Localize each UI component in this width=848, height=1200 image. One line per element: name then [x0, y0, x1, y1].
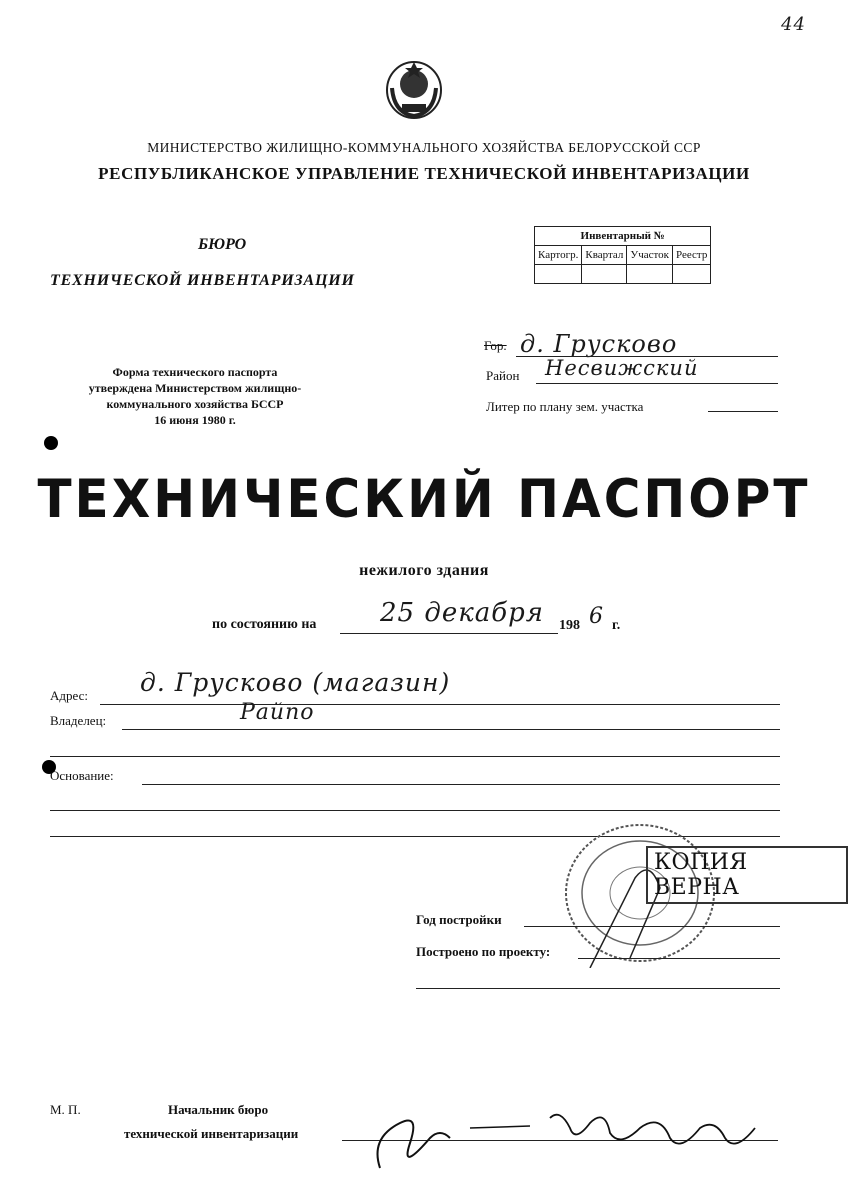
year-built-field[interactable] — [524, 926, 780, 927]
district-label: Район — [486, 368, 520, 383]
form-note-line: 16 июня 1980 г. — [154, 413, 236, 427]
inventory-cell[interactable] — [535, 265, 582, 284]
project-field[interactable] — [578, 958, 780, 959]
copy-certified-stamp: КОПИЯ ВЕРНА — [646, 846, 848, 904]
year-built-label: Год постройки — [416, 912, 502, 927]
litera-label: Литер по плану зем. участка — [486, 399, 644, 414]
basis-label: Основание: — [50, 768, 114, 783]
owner-value[interactable]: Райпо — [240, 700, 315, 725]
project-label: Построено по проекту: — [416, 944, 551, 959]
address-underline — [100, 704, 780, 705]
basis-extra-line — [50, 810, 780, 811]
inventory-column-header: Картогр. — [535, 246, 582, 265]
inventory-column-header: Реестр — [673, 246, 711, 265]
head-of-bureau-label-line2: технической инвентаризации — [124, 1126, 299, 1141]
form-note-line: Форма технического паспорта — [112, 365, 278, 379]
form-approval-note — [50, 364, 340, 428]
owner-label: Владелец: — [50, 713, 107, 728]
state-date-underline — [340, 633, 558, 634]
state-date-label: по состоянию на — [212, 617, 317, 632]
directorate-heading: РЕСПУБЛИКАНСКОЕ УПРАВЛЕНИЕ ТЕХНИЧЕСКОЙ ИНВЕНТАРИЗАЦИИ — [98, 164, 750, 183]
owner-extra-line — [50, 756, 780, 757]
owner-underline — [122, 729, 780, 730]
inventory-column-header: Участок — [627, 246, 673, 265]
bureau-heading-line2: ТЕХНИЧЕСКОЙ ИНВЕНТАРИЗАЦИИ — [50, 272, 355, 289]
district-value[interactable]: Несвижский — [545, 356, 699, 380]
form-note-line: утверждена Министерством жилищно- — [88, 381, 302, 395]
bureau-heading-line1: БЮРО — [198, 236, 247, 253]
city-value[interactable]: д. Грусково — [520, 330, 678, 358]
city-label: Гор. — [484, 338, 507, 353]
ministry-heading: МИНИСТЕРСТВО ЖИЛИЩНО-КОММУНАЛЬНОГО ХОЗЯЙСТВА БЕЛОРУССКОЙ ССР — [147, 140, 701, 155]
inventory-number-table — [534, 226, 711, 284]
inventory-table-title: Инвентарный № — [535, 227, 711, 246]
state-year-digit[interactable]: 6 — [589, 604, 604, 629]
inventory-column-header: Квартал — [582, 246, 627, 265]
district-underline — [536, 383, 778, 384]
state-emblem-icon — [384, 58, 444, 120]
project-extra-line — [416, 988, 780, 989]
inventory-cell[interactable] — [582, 265, 627, 284]
inventory-cell[interactable] — [627, 265, 673, 284]
state-date-value[interactable]: 25 декабря — [380, 598, 544, 628]
page-number: 44 — [781, 14, 806, 35]
document-title: ТЕХНИЧЕСКИЙ ПАСПОРТ — [37, 468, 811, 530]
document-subtitle: нежилого здания — [359, 562, 489, 579]
basis-underline[interactable] — [142, 784, 780, 785]
address-value[interactable]: д. Грусково (магазин) — [140, 668, 451, 697]
inventory-cell[interactable] — [673, 265, 711, 284]
head-of-bureau-label-line1: Начальник бюро — [168, 1102, 269, 1117]
form-note-line: коммунального хозяйства БССР — [106, 397, 284, 411]
litera-field[interactable] — [708, 411, 778, 412]
seal-place-label: М. П. — [50, 1102, 81, 1117]
handwritten-signature — [360, 1098, 780, 1188]
state-year-prefix: 198 — [559, 618, 580, 633]
binder-hole — [44, 436, 58, 450]
address-label: Адрес: — [50, 688, 88, 703]
state-year-suffix: г. — [612, 618, 621, 633]
